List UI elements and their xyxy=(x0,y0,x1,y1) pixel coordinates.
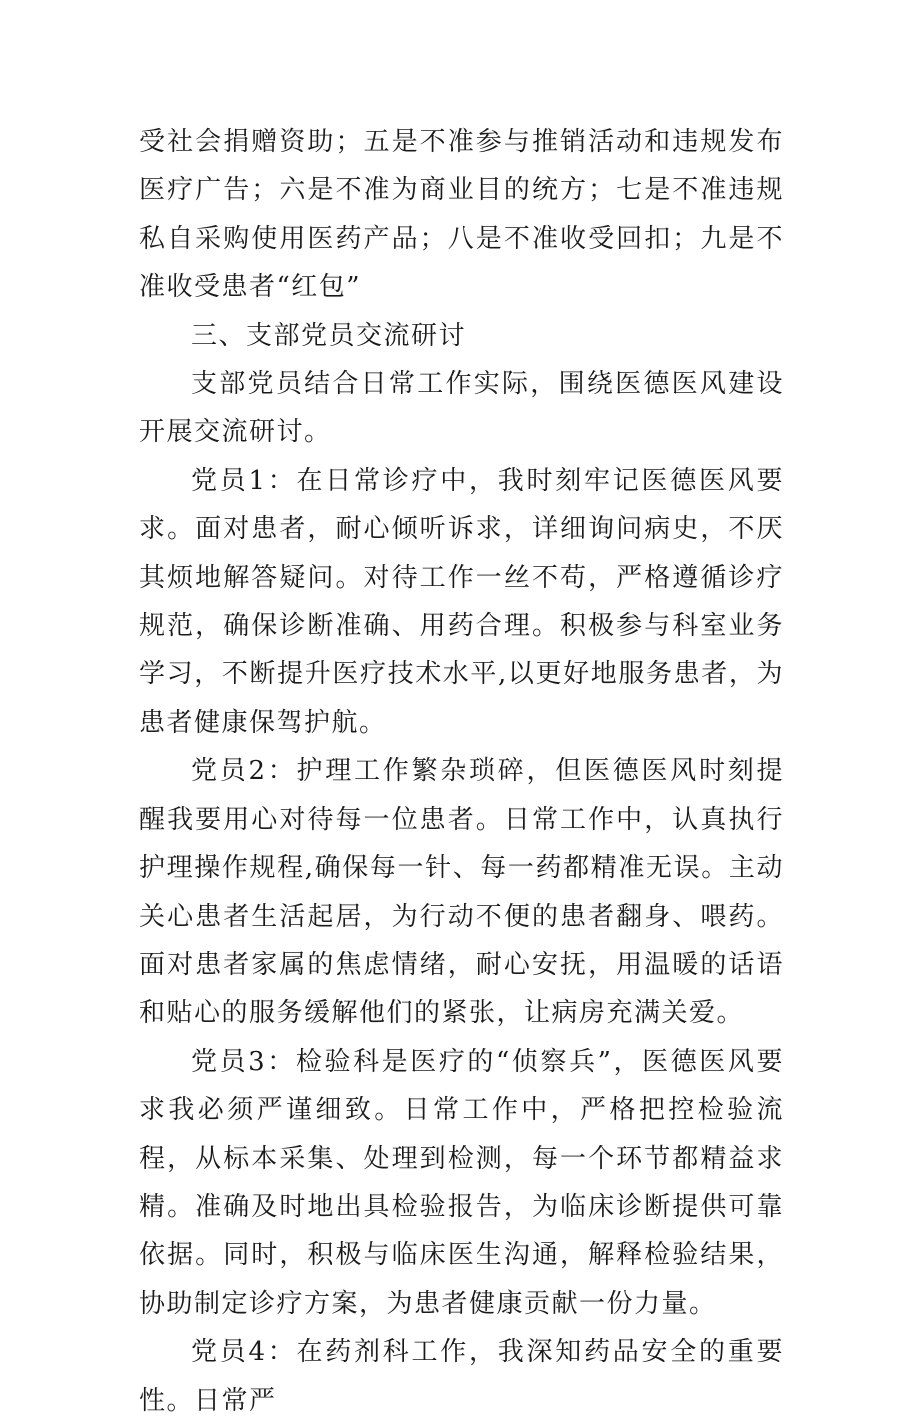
document-body xyxy=(139,118,784,1425)
paragraph-prohibitions-continued: 受社会捐赠资助；五是不准参与推销活动和违规发布医疗广告；六是不准为商业目的统方；七是不准违规私自采购使用医药产品；八是不准收受回扣；九是不准收受患者“红包” xyxy=(139,127,784,303)
paragraph-member-1: 党员1：在日常诊疗中，我时刻牢记医德医风要求。面对患者，耐心倾听诉求，详细询问病史，不厌其烦地解答疑问。对待工作一丝不苟，严格遵循诊疗规范，确保诊断准确、用药合理。积极参与科室业务学习，不断提升医疗技术水平,以更好地服务患者，为患者健康保驾护航。 xyxy=(139,465,784,738)
section-heading-branch-discussion: 三、支部党员交流研讨 xyxy=(191,320,467,351)
paragraph-member-4: 党员4：在药剂科工作，我深知药品安全的重要性。日常严 xyxy=(139,1337,784,1416)
paragraph-member-2: 党员2：护理工作繁杂琐碎，但医德医风时刻提醒我要用心对待每一位患者。日常工作中，认真执行护理操作规程,确保每一针、每一药都精准无误。主动关心患者生活起居，为行动不便的患者翻身、喂药。面对患者家属的焦虑情绪，耐心安抚，用温暖的话语和贴心的服务缓解他们的紧张，让病房充满关爱。 xyxy=(139,756,784,1029)
paragraph-member-3: 党员3：检验科是医疗的“侦察兵”，医德医风要求我必须严谨细致。日常工作中，严格把控检验流程，从标本采集、处理到检测，每一个环节都精益求精。准确及时地出具检验报告，为临床诊断提供可靠依据。同时，积极与临床医生沟通，解释检验结果，协助制定诊疗方案，为患者健康贡献一份力量。 xyxy=(139,1046,784,1319)
paragraph-discussion-intro: 支部党员结合日常工作实际，围绕医德医风建设开展交流研讨。 xyxy=(139,369,784,448)
